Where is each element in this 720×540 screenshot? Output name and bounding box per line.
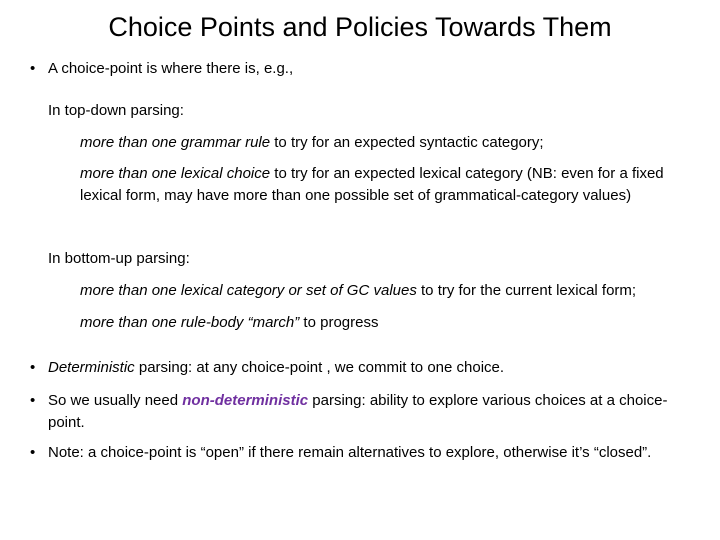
bullet-dot-icon: • [30, 444, 36, 461]
topdown-item-2-rest: to try for an expected lexical category (NB: even for a fixed lexical form, may have more than one possible set of grammatical-category values) [80, 165, 664, 204]
bullet-text [48, 390, 668, 434]
bottomup-heading: In bottom-up parsing: [48, 250, 190, 267]
bullet-dot-icon: • [30, 392, 36, 409]
bullet-dot-icon: • [30, 60, 36, 77]
topdown-heading: In top-down parsing: [48, 102, 184, 119]
topdown-item-grammar-rule [80, 132, 690, 154]
non-deterministic-pre: So we usually need [48, 392, 183, 409]
bullet-dot-icon: • [30, 359, 36, 376]
bottomup-item-2-italic: more than one rule-body “march” [80, 314, 300, 331]
topdown-item-1-rest: to try for an expected syntactic category; [270, 134, 544, 151]
bullet-text: A choice-point is where there is, e.g., [48, 60, 294, 77]
slide-title: Choice Points and Policies Towards Them [108, 12, 612, 42]
bullet-text: Note: a choice-point is “open” if there remain alternatives to explore, otherwise it’s “closed”. [48, 444, 652, 461]
deterministic-term: Deterministic [48, 359, 135, 376]
bottomup-item-2-rest: to progress [299, 314, 379, 331]
topdown-item-lexical-choice [80, 163, 690, 207]
non-deterministic-term: non-deterministic [182, 392, 309, 409]
bullet-text [48, 357, 668, 379]
deterministic-rest: parsing: at any choice-point , we commit to one choice. [134, 359, 505, 376]
bottomup-item-lexical-category [80, 280, 690, 302]
topdown-item-1-italic: more than one grammar rule [80, 134, 271, 151]
topdown-item-2-italic: more than one lexical choice [80, 165, 271, 182]
non-deterministic-rest: parsing: ability to explore various choices at a choice-point. [48, 392, 668, 431]
bottomup-item-1-italic: more than one lexical category or set of GC values [80, 282, 417, 299]
bottomup-item-1-rest: to try for the current lexical form; [416, 282, 637, 299]
bottomup-item-rule-body [80, 312, 690, 334]
